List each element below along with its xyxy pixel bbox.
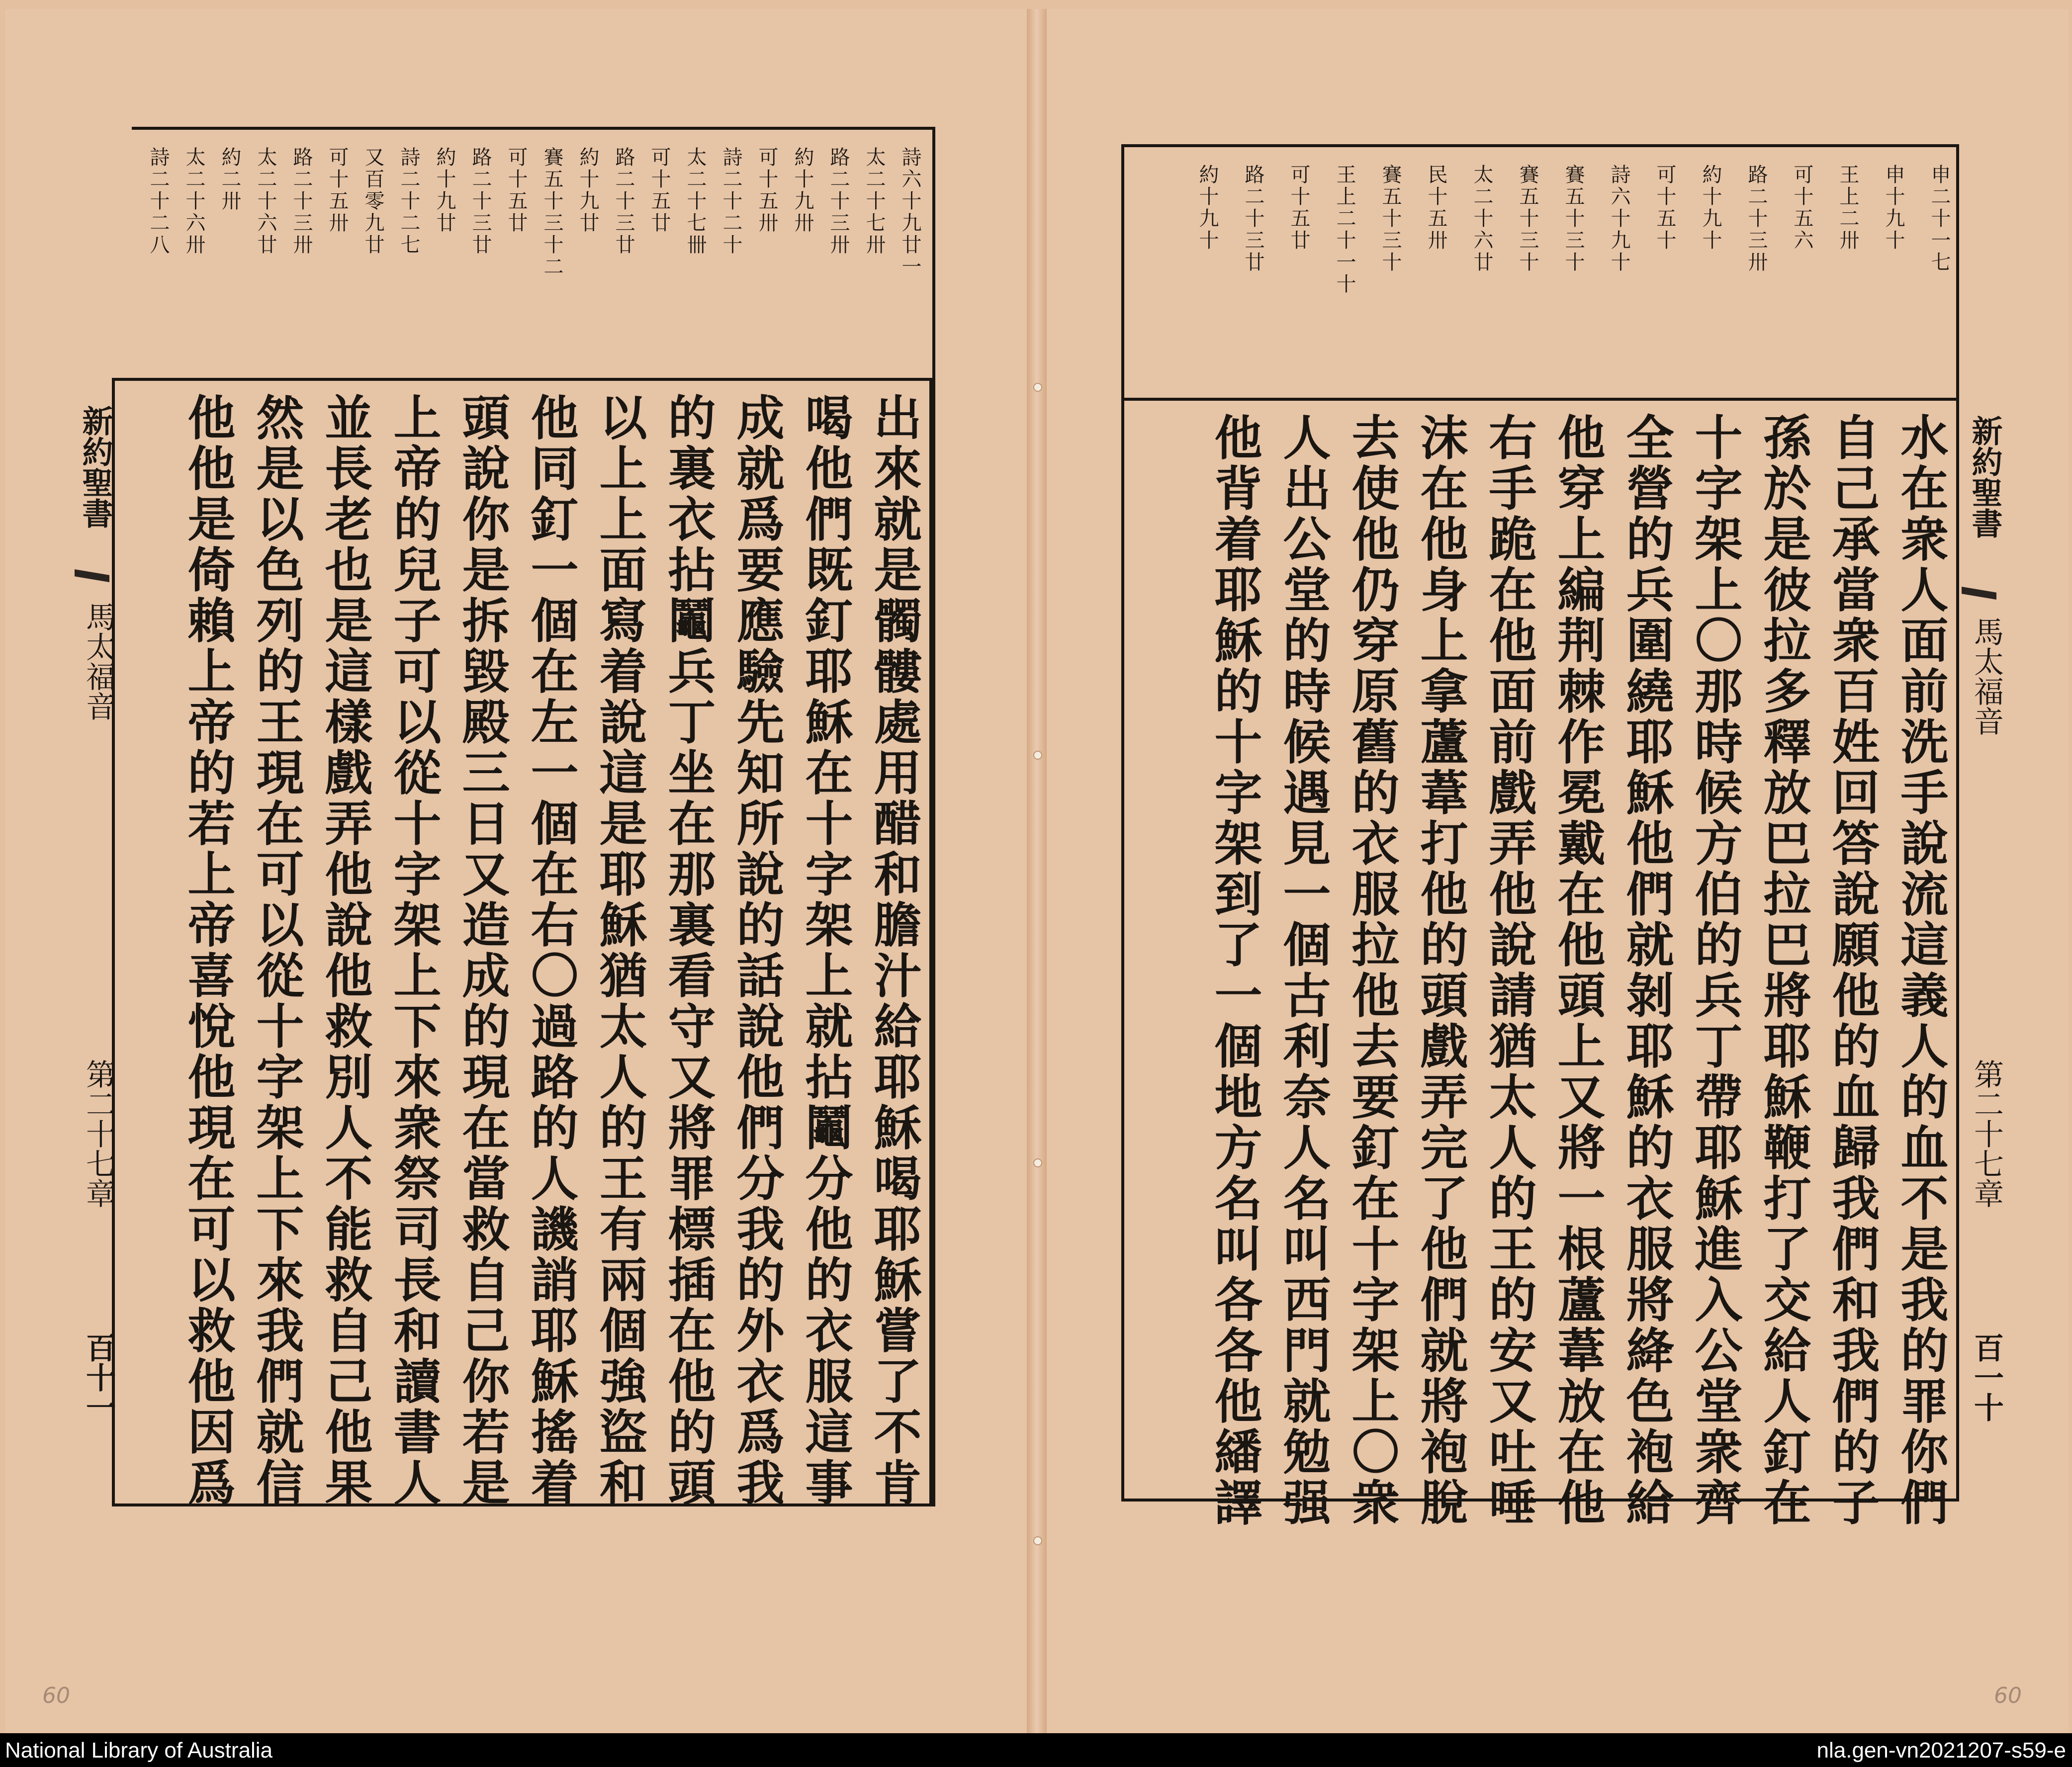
book-gutter (1027, 9, 1047, 1733)
text-column: 成就爲要應驗先知所說的話說他們分我的外衣爲我 (729, 393, 785, 1508)
reference-note: 路二十三卅 (290, 147, 313, 256)
stitch-hole (1033, 1536, 1042, 1545)
text-column: 並長老也是這樣戲弄他說他救別人不能救自己他果 (317, 393, 373, 1508)
reference-note: 可十五卅 (326, 147, 349, 234)
reference-note: 可十五廿 (505, 147, 528, 234)
reference-note: 約十九卅 (791, 147, 814, 234)
text-column: 孫於是彼拉多釋放巴拉巴將耶穌鞭打了交給人釘在 (1756, 413, 1812, 1528)
left-page-number: 百十一 (81, 1332, 116, 1422)
text-column: 的裏衣拈鬮兵丁坐在那裏看守又將罪標插在他的頭 (660, 393, 717, 1508)
reference-note: 可十五六 (1791, 164, 1813, 252)
reference-note: 可十五卅 (755, 147, 778, 234)
right-pencil-mark: 60 (1994, 1683, 2022, 1708)
stitch-hole (1033, 383, 1042, 392)
reference-note: 申十九十 (1882, 164, 1905, 252)
text-column: 十字架上〇那時候方伯的兵丁帶耶穌進入公堂衆齊 (1687, 413, 1743, 1528)
reference-note: 賽五十三十 (1516, 164, 1539, 273)
text-column: 去使他仍穿原舊的衣服拉他去要釘在十字架上〇衆 (1344, 413, 1400, 1528)
reference-note: 約二卅 (218, 147, 241, 212)
reference-note: 又百零九廿 (361, 147, 384, 256)
reference-note: 賽五十三十二 (541, 147, 563, 278)
reference-note: 路二十三廿 (1242, 164, 1264, 273)
reference-note: 王上二十一十 (1333, 164, 1356, 295)
right-book-title: 新約聖書 (1967, 415, 2003, 538)
right-page-number: 百一十 (1969, 1332, 2004, 1422)
reference-note: 太二十六卅 (182, 147, 205, 256)
text-column: 頭說你是拆毀殿三日又造成的現在當救自己你若是 (454, 393, 511, 1508)
stitch-hole (1033, 751, 1042, 760)
text-column: 喝他們既釘耶穌在十字架上就拈鬮分他的衣服這事 (798, 393, 854, 1508)
footer-institution: National Library of Australia (5, 1738, 273, 1763)
reference-note: 詩二十二七 (397, 147, 420, 256)
right-gospel-name: 馬太福音 (1969, 617, 2004, 736)
reference-note: 太二十七卌 (684, 147, 707, 256)
reference-note: 詩六十九十 (1608, 164, 1630, 273)
reference-note: 可十五廿 (648, 147, 671, 234)
footer-identifier: nla.gen-vn2021207-s59-e (1816, 1738, 2066, 1763)
reference-note: 路二十三廿 (612, 147, 635, 256)
reference-note: 太二十六廿 (1470, 164, 1493, 273)
reference-note: 賽五十三十 (1379, 164, 1402, 273)
reference-note: 詩二十二十 (720, 147, 742, 256)
reference-note: 詩二十二八 (147, 147, 170, 256)
left-chapter: 第二十七章 (81, 1059, 116, 1208)
text-column: 自己承當衆百姓回答說願他的血歸我們和我們的子 (1824, 413, 1881, 1528)
reference-note: 民十五卅 (1425, 164, 1447, 252)
text-column: 他他是倚賴上帝的若上帝喜悅他現在可以救他因爲 (180, 393, 236, 1508)
reference-note: 詩六十九廿一 (899, 147, 921, 278)
reference-note: 路二十三卅 (1745, 164, 1768, 273)
reference-note: 太二十六廿 (254, 147, 277, 256)
reference-note: 申二十一七 (1928, 164, 1951, 273)
reference-note: 可十五十 (1653, 164, 1676, 252)
left-gospel-name: 馬太福音 (81, 602, 116, 721)
reference-note: 約十九廿 (576, 147, 599, 234)
text-column: 他同釘一個在左一個在右〇過路的人譏誚耶穌搖着 (523, 393, 579, 1508)
text-column: 他穿上編荆棘作冕戴在他頭上又將一根蘆葦放在他 (1550, 413, 1606, 1528)
reference-note: 路二十三廿 (469, 147, 492, 256)
reference-note: 可十五廿 (1287, 164, 1310, 252)
text-column: 全營的兵圍繞耶穌他們就剝耶穌的衣服將絳色袍給 (1619, 413, 1675, 1528)
reference-note: 王上二卅 (1836, 164, 1859, 252)
reference-note: 約十九廿 (433, 147, 456, 234)
left-book-title: 新約聖書 (77, 405, 113, 529)
text-column: 沫在他身上拿蘆葦打他的頭戲弄完了他們就將袍脫 (1413, 413, 1469, 1528)
text-column: 出來就是髑髏處用醋和膽汁給耶穌喝耶穌嘗了不肯 (866, 393, 922, 1508)
text-column: 然是以色列的王現在可以從十字架上下來我們就信 (249, 393, 305, 1508)
right-chapter: 第二十七章 (1969, 1059, 2004, 1208)
reference-note: 路二十三卅 (827, 147, 850, 256)
text-column: 他背着耶穌的十字架到了一個地方名叫各各他繙譯 (1207, 413, 1263, 1528)
text-column: 水在衆人面前洗手說流這義人的血不是我的罪你們 (1893, 413, 1949, 1528)
left-header-rule (132, 127, 932, 130)
text-column: 上帝的兒子可以從十字架上下來衆祭司長和讀書人 (386, 393, 442, 1508)
left-outer-rule (932, 127, 935, 1506)
reference-note: 約十九十 (1699, 164, 1722, 252)
text-column: 以上上面寫着說這是耶穌猶太人的王有兩個強盜和 (592, 393, 648, 1508)
reference-note: 太二十七卅 (863, 147, 886, 256)
reference-note: 賽五十三十 (1562, 164, 1585, 273)
left-pencil-mark: 60 (42, 1683, 70, 1708)
reference-note: 約十九十 (1196, 164, 1219, 252)
text-column: 人出公堂的時候遇見一個古利奈人名叫西門就勉强 (1275, 413, 1332, 1528)
text-column: 右手跪在他面前戲弄他說請猶太人的王的安又吐唾 (1481, 413, 1537, 1528)
stitch-hole (1033, 1158, 1042, 1167)
footer-bar (0, 1733, 2072, 1767)
